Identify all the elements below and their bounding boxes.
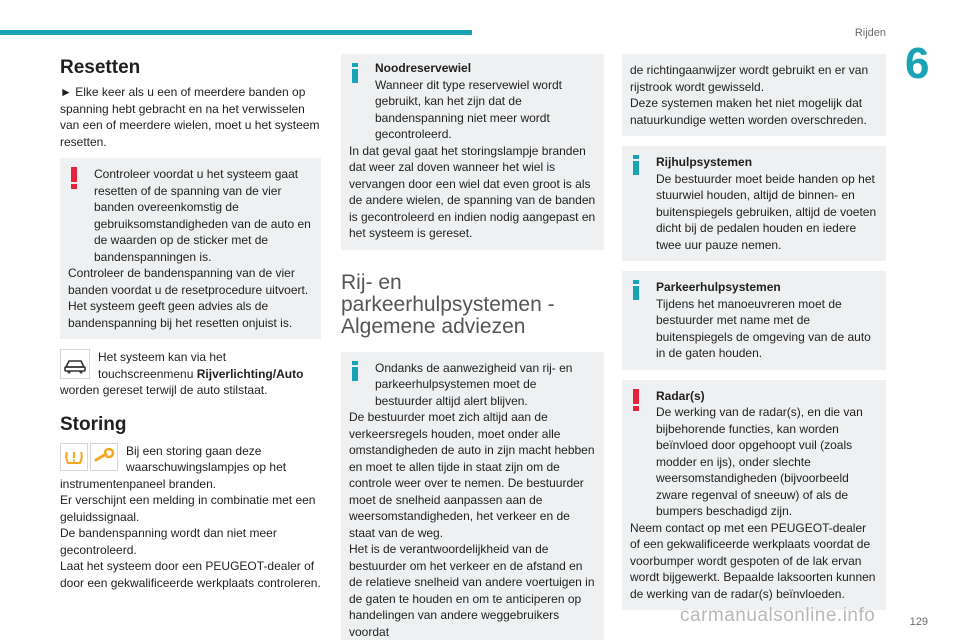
storing-text-1: Bij een storing gaan deze waarschuwingslampjes op het instrumentenpaneel branden.	[60, 443, 287, 491]
top-accent-bar	[0, 30, 472, 35]
advice-cont-2: Deze systemen maken het niet mogelijk dat natuurkundige wetten worden overschreden.	[630, 96, 867, 127]
noodreservewiel-text-2: In dat geval gaat het storingslampje branden dat weer zal doven wanneer het wiel is vervangen door een wiel dat even groot is als de andere wielen, de spanning van de banden is gecontroleerd en indien nodig aangepast en het systeem is gereset.	[349, 143, 596, 240]
touchscreen-text-c: worden gereset terwijl de auto stilstaat.	[60, 383, 268, 397]
advice-cont-1: de richtingaanwijzer wordt gebruikt en er van rijstrook wordt gewisseld.	[630, 63, 869, 94]
storing-text-3: De bandenspanning wordt dan niet meer gecontroleerd.	[60, 526, 277, 557]
warning-icon	[631, 389, 641, 411]
info-box-advice	[341, 352, 604, 640]
warning-text-2: Controleer de bandenspanning van de vier banden voordat u de resetprocedure uitvoert.	[68, 266, 309, 297]
warning-box-radar	[622, 380, 886, 611]
warning-box-reset	[60, 158, 321, 339]
warning-text-3: Het systeem geeft geen advies als de bandenspanning bij het resetten onjuist is.	[68, 299, 293, 330]
noodreservewiel-heading: Noodreservewiel	[375, 61, 472, 75]
touchscreen-menu-name: Rijverlichting/Auto	[196, 366, 304, 381]
storing-heading: Storing	[60, 413, 127, 435]
touchscreen-text-a: Het systeem kan via het touchscreenmenu	[98, 350, 227, 381]
storing-text-2: Er verschijnt een melding in combinatie met een geluidssignaal.	[60, 493, 316, 524]
info-box-parkeerhulp	[622, 271, 886, 370]
storing-text-4: Laat het systeem door een PEUGEOT-dealer of door een gekwalificeerde werkplaats controleren.	[60, 559, 321, 590]
column-2	[341, 54, 604, 640]
warning-text-1: Controleer voordat u het systeem gaat resetten of de spanning van de vier banden overeenkomstig de gebruiksomstandigheden van de auto en de waarden op de sticker met de bandenspanningen is.	[94, 167, 311, 264]
rijhulp-text: De bestuurder moet beide handen op het stuurwiel houden, altijd de binnen- en buitenspiegels gebruiken, altijd de voeten dicht bij de pedalen houden en iedere twee uur pauze nemen.	[656, 171, 877, 252]
touchscreen-note	[60, 349, 321, 399]
parkeerhulp-heading: Parkeerhulpsystemen	[656, 280, 781, 294]
info-icon	[631, 280, 641, 300]
advice-continuation-box	[622, 54, 886, 136]
page-number: 129	[909, 616, 928, 628]
column-1	[60, 54, 321, 591]
resetten-heading: Resetten	[60, 57, 141, 78]
storing-block	[60, 443, 321, 592]
radar-heading: Radar(s)	[656, 388, 705, 403]
info-box-noodreservewiel	[341, 54, 604, 250]
section-title-rijhulp: Rij- en parkeerhulpsystemen - Algemene adviezen	[341, 270, 555, 338]
chapter-number: 6	[905, 39, 930, 88]
info-icon	[350, 63, 360, 83]
radar-text-2: Neem contact op met een PEUGEOT-dealer of een gekwalificeerde werkplaats voordat de voorbumper wordt gespoten of de lak ervan wordt bijgewerkt. Bepaalde laksoorten kunnen de werking van de radar(s) beïnvloeden.	[630, 520, 876, 601]
noodreservewiel-text-1: Wanneer dit type reservewiel wordt gebruikt, kan het zijn dat de bandenspanning niet meer wordt gecontroleerd.	[375, 77, 562, 141]
wrench-icon	[90, 443, 118, 471]
info-box-rijhulp	[622, 146, 886, 261]
warning-icon	[69, 167, 79, 189]
tyre-warning-icon	[60, 443, 88, 471]
parkeerhulp-text: Tijdens het manoeuvreren moet de bestuurder met name met de buitenspiegels de omgeving van de auto in de gaten houden.	[656, 296, 871, 360]
info-icon	[631, 155, 641, 175]
advice-text-3: Het is de verantwoordelijkheid van de bestuurder om het verkeer en de afstand en de relatieve snelheid van andere voertuigen in de gaten te houden en om te anticiperen op handelingen van andere weggebruikers voordat	[349, 542, 595, 639]
advice-text-2: De bestuurder moet zich altijd aan de verkeersregels houden, moet onder alle omstandigheden de auto in zijn macht hebben en moet te allen tijde in staat zijn om de controle weer over te nemen. De bestuurder moet de snelheid aanpassen aan de weersomstandigheden, het verkeer en de staat van de weg.	[349, 410, 595, 540]
rijhulp-heading: Rijhulpsystemen	[656, 155, 753, 169]
column-3	[622, 54, 886, 610]
advice-text-1: Ondanks de aanwezigheid van rij- en parkeerhulpsystemen moet de bestuurder altijd alert blijven.	[375, 360, 573, 408]
car-icon	[60, 349, 90, 379]
info-icon	[350, 361, 360, 381]
resetten-text: ► Elke keer als u een of meerdere banden op spanning hebt gebracht en na het verwisselen van een of meerdere wielen, moet u het systeem resetten.	[60, 85, 320, 149]
section-label: Rijden	[854, 27, 886, 39]
radar-text-1: De werking van de radar(s), en die van bijbehorende functies, kan worden beïnvloed door opgehoopt vuil (zoals modder en ijs), onder slechte weersomstandigheden (bijvoorbeeld zware regenval of sneeuw) of als de bumpers beschadigd zijn.	[656, 405, 863, 518]
watermark: carmanualsonline.info	[680, 605, 876, 626]
